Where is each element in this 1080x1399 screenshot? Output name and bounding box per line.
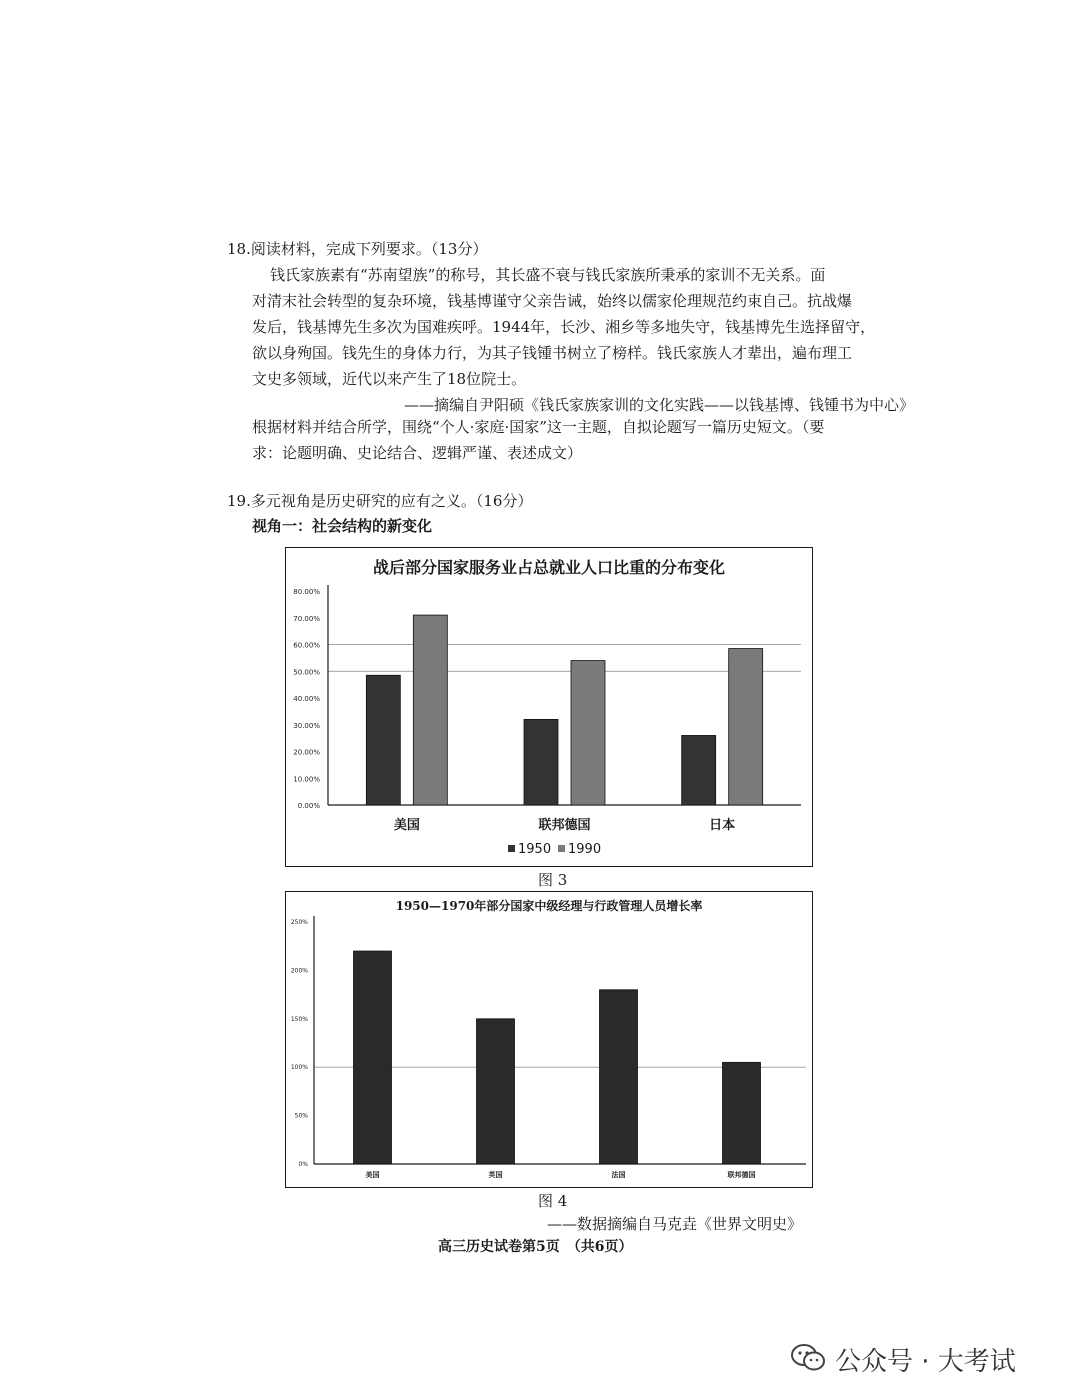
chart1-ytick-label: 60.00% (293, 641, 320, 650)
chart1-category-label: 日本 (709, 818, 736, 833)
q18-line-5: 文史多领域，近代以来产生了18位院士。 (252, 370, 527, 388)
chart2-category-label: 英国 (488, 1170, 503, 1179)
chart2-category-label: 联邦德国 (727, 1170, 756, 1179)
chart2-category-label: 法国 (611, 1170, 626, 1179)
chart1-ytick-label: 0.00% (297, 802, 320, 810)
chart2-title: 1950—1970年部分国家中级经理与行政管理人员增长率 (395, 899, 703, 913)
figure-3-caption: 图 3 (538, 871, 568, 889)
chart2-bar-1 (477, 1019, 515, 1164)
q18-source: ——摘编自尹阳硕《钱氏家族家训的文化实践——以钱基博、钱锺书为中心》 (404, 396, 915, 414)
chart1-ytick-label: 10.00% (293, 775, 320, 784)
chart1-category-label: 联邦德国 (538, 818, 591, 833)
chart1-ytick-label: 80.00% (293, 588, 320, 596)
chart1-legend (508, 842, 601, 857)
chart2-ytick-label: 100% (290, 1064, 308, 1072)
chart2-ytick-label: 150% (290, 1015, 308, 1023)
chart2-ytick-label: 200% (290, 967, 308, 975)
q18-material (252, 262, 875, 392)
chart2-ytick-label: 0% (298, 1161, 308, 1168)
chart2-bar-3 (723, 1062, 761, 1164)
q18-requirement (252, 414, 824, 466)
chart1-title: 战后部分国家服务业占总就业人口比重的分布变化 (372, 558, 726, 577)
figure-4-caption: 图 4 (538, 1192, 568, 1210)
q18-line-1: 钱氏家族素有“苏南望族”的称号，其长盛不衰与钱氏家族所秉承的家训不无关系。面 (270, 266, 826, 284)
q18-requirement-line-1: 根据材料并结合所学，围绕“个人·家庭·国家”这一主题，自拟论题写一篇历史短文。（要 (252, 418, 825, 436)
chart1-ytick-label: 30.00% (293, 721, 320, 730)
chart1-ytick-label: 20.00% (293, 748, 320, 757)
chart1-ytick-label: 40.00% (293, 695, 320, 703)
watermark-text: 公众号 · 大考试 (835, 1347, 1016, 1377)
chart2-ytick-label: 250% (290, 919, 308, 926)
chart1-bar-1990-1 (571, 661, 605, 805)
q19-title: 19.多元视角是历史研究的应有之义。（16分） (227, 492, 533, 510)
data-source: ——数据摘编自马克垚《世界文明史》 (547, 1215, 803, 1233)
chart1-bar-1950-1 (524, 719, 558, 805)
chart1-ytick-label: 70.00% (293, 614, 320, 623)
chart1-legend-label-1990: 1990 (568, 842, 602, 857)
q18-line-2: 对清末社会转型的复杂环境，钱基博谨守父亲告诫，始终以儒家伦理规范约束自己。抗战爆 (252, 292, 853, 310)
page-footer: 高三历史试卷第5页 （共6页） (438, 1239, 633, 1255)
chart1-legend-label-1950: 1950 (518, 842, 552, 857)
chart1-category-label: 美国 (393, 818, 420, 833)
q18-line-3: 发后，钱基博先生多次为国难疾呼。1944年，长沙、湘乡等多地失守，钱基博先生选择留守， (252, 318, 876, 336)
chart1-ytick-label: 50.00% (293, 668, 320, 677)
chart1-bar-1990-2 (729, 649, 763, 805)
q19-perspective: 视角一：社会结构的新变化 (252, 517, 433, 535)
chart2-ytick-label: 50% (294, 1112, 308, 1120)
chart2-bar-2 (600, 990, 638, 1164)
chart-service-employment (285, 547, 813, 867)
chart-service-employment-svg (286, 548, 812, 866)
q18-line-4: 欲以身殉国。钱先生的身体力行，为其子钱锺书树立了榜样。钱氏家族人才辈出，遍布理工 (252, 344, 853, 362)
chart1-bar-1950-0 (366, 675, 400, 805)
chart2-category-label: 美国 (365, 1170, 380, 1179)
wechat-logo-icon (790, 1342, 826, 1374)
chart1-bar-1990-0 (413, 615, 447, 805)
q18-title: 18.阅读材料，完成下列要求。（13分） (227, 240, 488, 258)
chart1-legend-swatch-1990 (558, 845, 565, 852)
chart-manager-growth (285, 891, 813, 1188)
chart2-bar-0 (354, 951, 392, 1164)
q18-requirement-line-2: 求：论题明确、史论结合、逻辑严谨、表述成文） (252, 444, 583, 462)
chart-manager-growth-svg (286, 892, 812, 1187)
chart1-legend-swatch-1950 (508, 845, 515, 852)
chart1-bar-1950-2 (682, 735, 716, 805)
